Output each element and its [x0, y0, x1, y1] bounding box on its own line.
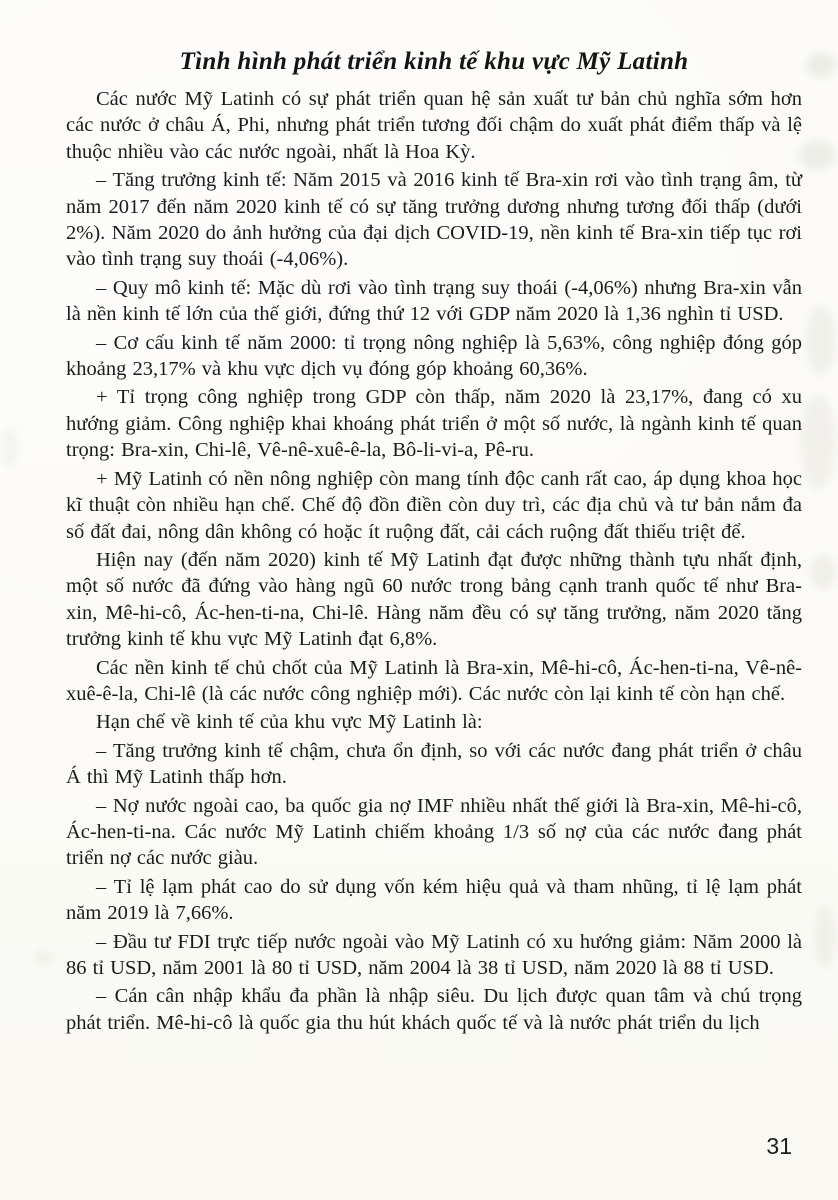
scan-smudge — [806, 52, 836, 78]
paragraph: – Tăng trưởng kinh tế: Năm 2015 và 2016 kinh tế Bra-xin rơi vào tình trạng âm, từ năm 2017 đến năm 2020 kinh tế có sự tăng trưởng dương nhưng tương đối thấp (dưới 2%). Năm 2020 do ảnh hưởng của đại dịch COVID-19, nền kinh tế Bra-xin tiếp tục rơi vào tình trạng suy thoái (-4,06%). — [66, 169, 802, 271]
paragraph: Các nền kinh tế chủ chốt của Mỹ Latinh là Bra-xin, Mê-hi-cô, Ác-hen-ti-na, Vê-nê-xuê-ê-la, Chi-lê (là các nước công nghiệp mới). Các nước còn lại kinh tế còn hạn chế. — [66, 656, 802, 705]
scan-smudge — [798, 140, 836, 170]
paragraph: – Cán cân nhập khẩu đa phần là nhập siêu. Du lịch được quan tâm và chú trọng phát triển. Mê-hi-cô là quốc gia thu hút khách quốc tế và là nước phát triển du lịch — [66, 985, 802, 1034]
paragraph: – Nợ nước ngoài cao, ba quốc gia nợ IMF nhiều nhất thế giới là Bra-xin, Mê-hi-cô, Ác-hen-ti-na. Các nước Mỹ Latinh chiếm khoảng 1/3 số nợ của các nước đang phát triển nợ các nước giàu. — [66, 794, 802, 870]
paragraph: Hạn chế về kinh tế của khu vực Mỹ Latinh là: — [96, 711, 483, 734]
paragraph: – Quy mô kinh tế: Mặc dù rơi vào tình trạng suy thoái (-4,06%) nhưng Bra-xin vẫn là nền kinh tế lớn của thế giới, đứng thứ 12 với GDP năm 2020 là 1,36 nghìn tỉ USD. — [66, 276, 802, 326]
paragraph: – Đầu tư FDI trực tiếp nước ngoài vào Mỹ Latinh có xu hướng giảm: Năm 2000 là 86 tỉ USD, năm 2001 là 80 tỉ USD, năm 2004 là 38 tỉ USD, năm 2020 là 88 tỉ USD. — [66, 930, 802, 979]
scan-smudge — [34, 950, 52, 965]
paragraph: Các nước Mỹ Latinh có sự phát triển quan hệ sản xuất tư bản chủ nghĩa sớm hơn các nước ở châu Á, Phi, nhưng phát triển tương đối chậm do xuất phát điểm thấp và lệ thuộc nhiều vào các nước ngoài, nhất là Hoa Kỳ. — [66, 88, 802, 163]
paragraph: + Mỹ Latinh có nền nông nghiệp còn mang tính độc canh rất cao, áp dụng khoa học kĩ thuật còn nhiều hạn chế. Chế độ đồn điền còn duy trì, các địa chủ và tư bản nắm đa số đất đai, nông dân không có hoặc ít ruộng đất, cải cách ruộng đất thiếu triệt để. — [66, 467, 802, 543]
paragraph: – Tăng trưởng kinh tế chậm, chưa ổn định, so với các nước đang phát triển ở châu Á thì Mỹ Latinh thấp hơn. — [66, 739, 802, 789]
paragraph: Hiện nay (đến năm 2020) kinh tế Mỹ Latinh đạt được những thành tựu nhất định, một số nước đã đứng vào hàng ngũ 60 nước trong bảng cạnh tranh quốc tế như Bra-xin, Mê-hi-cô, Ác-hen-ti-na, Chi-lê. Hàng năm đều có sự tăng trưởng, năm 2020 tăng trưởng kinh tế khu vực Mỹ Latinh đạt 6,8%. — [66, 548, 802, 651]
page-content — [66, 48, 802, 1037]
page-number: 31 — [766, 1133, 792, 1159]
scan-smudge — [806, 305, 836, 375]
paragraph: – Cơ cấu kinh tế năm 2000: tỉ trọng nông nghiệp là 5,63%, công nghiệp đóng góp khoảng 23,17% và khu vực dịch vụ đóng góp khoảng 60,36%. — [66, 331, 802, 381]
scan-smudge — [800, 395, 836, 490]
paragraph: + Tỉ trọng công nghiệp trong GDP còn thấp, năm 2020 là 23,17%, đang có xu hướng giảm. Công nghiệp khai khoáng phát triển ở một số nước, là ngành kinh tế quan trọng: Bra-xin, Chi-lê, Vê-nê-xuê-ê-la, Bô-li-vi-a, Pê-ru. — [66, 386, 802, 462]
scan-smudge — [810, 555, 836, 589]
scan-smudge — [814, 905, 836, 969]
paragraph: – Tỉ lệ lạm phát cao do sử dụng vốn kém hiệu quả và tham nhũng, tỉ lệ lạm phát năm 2019 là 7,66%. — [66, 875, 802, 925]
page-title: Tình hình phát triển kinh tế khu vực Mỹ Latinh — [179, 48, 689, 75]
scan-smudge — [2, 428, 18, 468]
